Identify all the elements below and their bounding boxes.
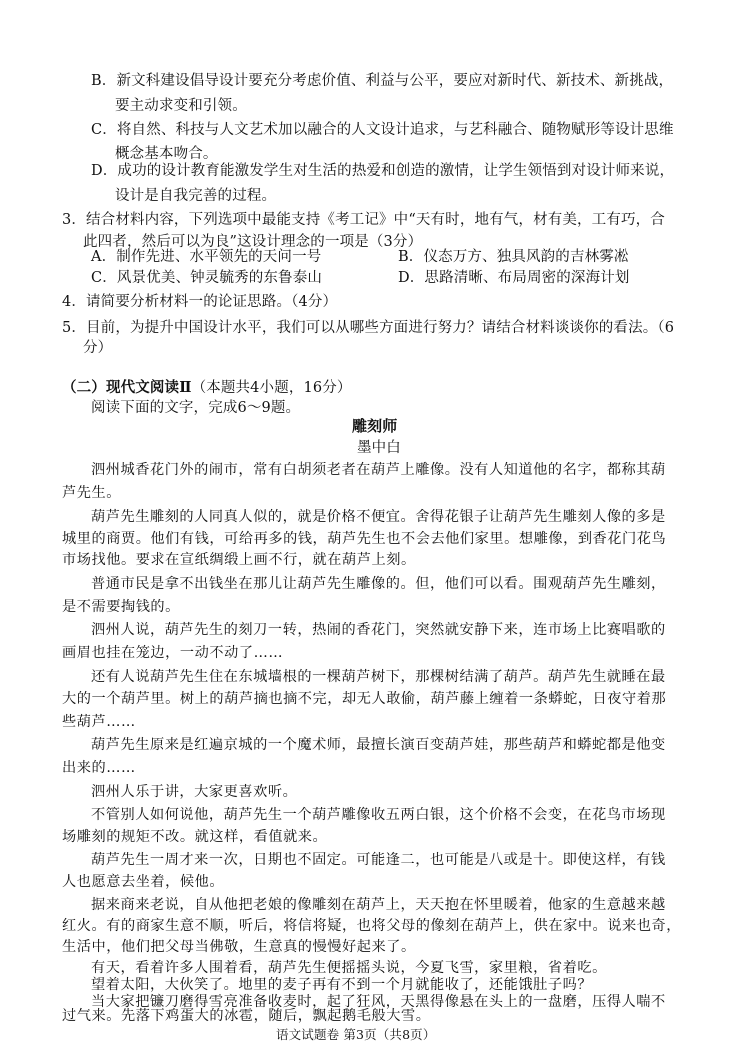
story-line: 画眉也挂在笼边，一动不动了……: [62, 645, 284, 661]
story-line: 泗州人说，葫芦先生的刻刀一转，热闹的香花门，突然就安静下来，连市场上比赛唱歌的: [91, 622, 666, 638]
story-line: 葫芦先生原来是红遍京城的一个魔术师，最擅长演百变葫芦娃，那些葫芦和蟒蛇都是他变: [91, 737, 666, 753]
section-heading-label: （二）现代文阅读Ⅱ: [62, 379, 192, 396]
q2-option-c-line2: 概念基本吻合。: [115, 146, 218, 162]
q2-option-b-line2: 要主动求变和引领。: [115, 98, 247, 114]
q2-option-d-line1: D．成功的设计教育能激发学生对生活的热爱和创造的激情，让学生领悟到对设计师来说，: [91, 163, 675, 179]
story-author: 墨中白: [357, 440, 401, 456]
section-heading: [62, 378, 352, 398]
story-line: 不管别人如何说他，葫芦先生一个葫芦雕像收五两白银，这个价格不会变，在花鸟市场现: [91, 807, 666, 823]
story-line: 过气来。先落下鸡蛋大的冰雹，随后，飘起鹅毛般大雪。: [62, 1008, 431, 1024]
story-line: 人也愿意去坐着，候他。: [62, 874, 225, 890]
q2-option-c-line1: C．将自然、科技与人文艺术加以融合的人文设计追求，与艺科融合、随物赋形等设计思维: [91, 122, 674, 138]
story-line: 有天，看着许多人围着看，葫芦先生便摇摇头说，今夏飞雪，家里粮，省着吃。: [91, 960, 607, 976]
q3-option-a: A．制作先进、水平领先的天问一号: [91, 249, 322, 265]
story-line: 生活中，他们把父母当佛敬，生意真的慢慢好起来了。: [62, 939, 416, 955]
story-line: 场雕刻的规矩不改。就这样，看值就来。: [62, 829, 328, 845]
q5-line2: 分）: [83, 340, 113, 356]
q4-text: 4．请简要分析材料一的论证思路。（4分）: [62, 294, 338, 310]
section-heading-detail: （本题共4小题，16分）: [191, 380, 352, 396]
story-line: 城里的商贾。他们有钱，可给再多的钱，葫芦先生也不会去他们家里。想雕像，到香花门花鸟: [62, 531, 667, 547]
story-line: 据来商来老说，自从他把老娘的像雕刻在葫芦上，天天抱在怀里暖着，他家的生意越来越: [91, 897, 666, 913]
q3-option-c: C．风景优美、钟灵毓秀的东鲁泰山: [91, 270, 322, 286]
story-title: 雕刻师: [352, 417, 398, 435]
story-line: 红火。有的商家生意不顺，听后，将信将疑，也将父母的像刻在葫芦上，供在家中。说来也奇，: [62, 918, 681, 934]
q2-option-d-line2: 设计是自我完善的过程。: [115, 188, 277, 204]
story-line: 葫芦先生一周才来一次，日期也不固定。可能逢二，也可能是八或是十。即使这样，有钱: [91, 852, 666, 868]
q3-stem-line1: 3．结合材料内容，下列选项中最能支持《考工记》中“天有时，地有气，材有美，工有巧，合: [62, 212, 665, 228]
story-line: 普通市民是拿不出钱坐在那儿让葫芦先生雕像的。但，他们可以看。围观葫芦先生雕刻，: [91, 576, 666, 592]
story-line: 泗州人乐于讲，大家更喜欢听。: [91, 784, 298, 800]
q3-option-b: B．仪态万方、独具风韵的吉林雾凇: [398, 249, 629, 265]
story-line: 葫芦先生雕刻的人同真人似的，就是价格不便宜。舍得花银子让葫芦先生雕刻人像的多是: [91, 509, 666, 525]
story-line: 大的一个葫芦里。树上的葫芦摘也摘不完，却无人敢偷，葫芦藤上缠着一条蟒蛇，日夜守着那: [62, 691, 667, 707]
q3-stem-line2: 此四者，然后可以为良”这设计理念的一项是（3分）: [83, 234, 423, 250]
story-line: 芦先生。: [62, 485, 121, 501]
story-line: 出来的……: [62, 760, 136, 776]
story-line: 还有人说葫芦先生住在东城墙根的一棵葫芦树下，那棵树结满了葫芦。葫芦先生就睡在最: [91, 669, 666, 685]
story-line: 是不需要掏钱的。: [62, 599, 180, 615]
story-line: 当大家把镰刀磨得雪亮准备收麦时，起了狂风，天黑得像悬在头上的一盘磨，压得人喘不: [91, 994, 666, 1010]
section-instruction: 阅读下面的文字，完成6～9题。: [91, 400, 301, 416]
story-line: 泗州城香花门外的闹市，常有白胡须老者在葫芦上雕像。没有人知道他的名字，都称其葫: [91, 462, 666, 478]
q5-line1: 5．目前，为提升中国设计水平，我们可以从哪些方面进行努力？请结合材料谈谈你的看法。（6: [62, 320, 675, 336]
page-footer: 语文试题卷 第3页（共8页）: [276, 1027, 436, 1042]
story-line: 望着太阳，大伙笑了。地里的麦子再有不到一个月就能收了，还能饿肚子吗？: [91, 977, 593, 993]
story-line: 市场找他。要求在宣纸绸缎上画不行，就在葫芦上刻。: [62, 552, 416, 568]
story-line: 些葫芦……: [62, 714, 136, 730]
q2-option-b-line1: B．新文科建设倡导设计要充分考虑价值、利益与公平，要应对新时代、新技术、新挑战，: [91, 73, 674, 89]
q3-option-d: D．思路清晰、布局周密的深海计划: [398, 270, 630, 286]
